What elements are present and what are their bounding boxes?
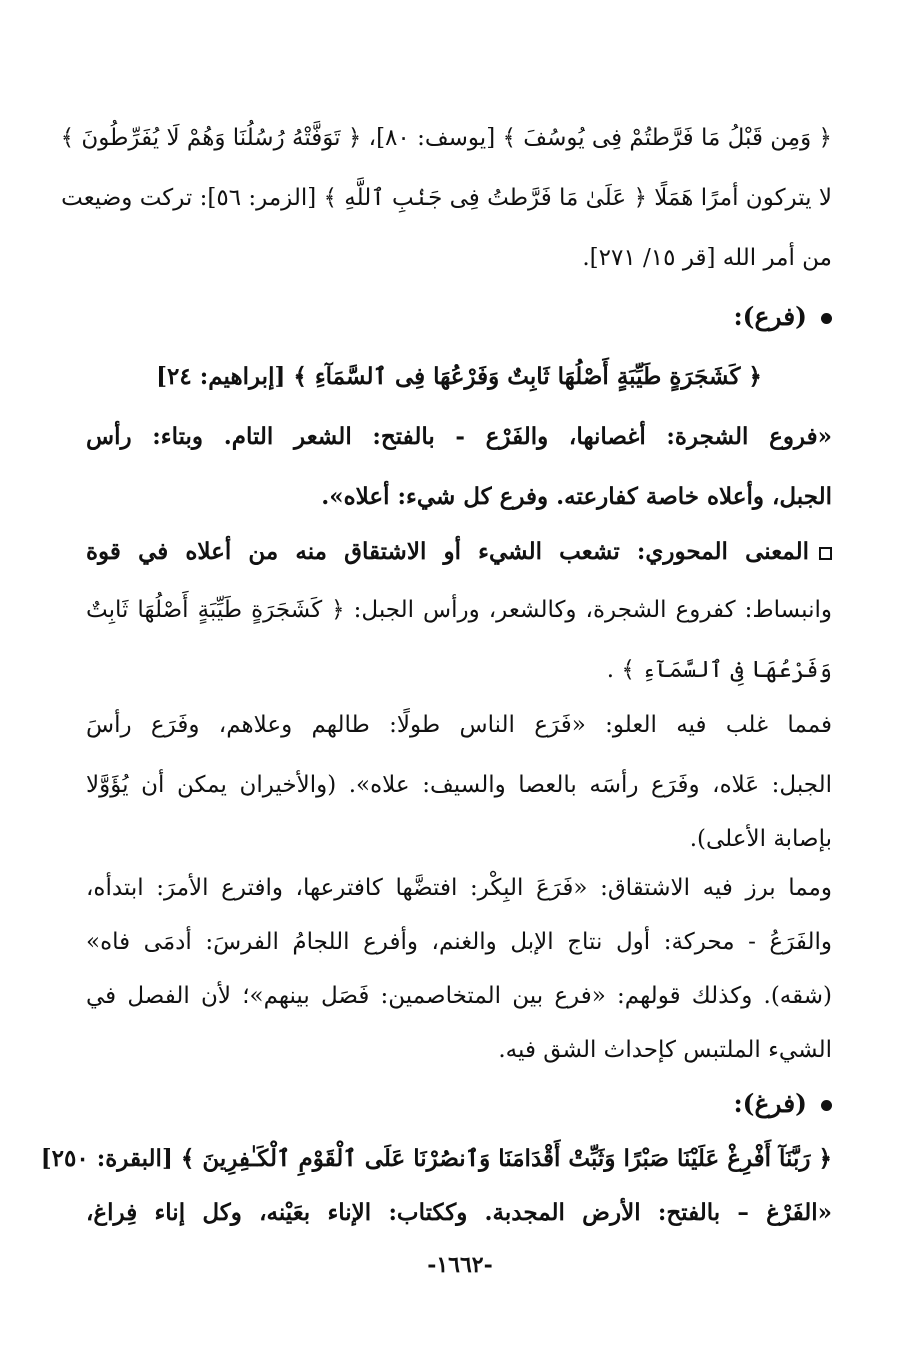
text-line: «الفَرْغ – بالفتح: الأرض المجدبة. وككتاب: الإناء بعَيْنه، وكل إناء فِراغ،	[86, 1199, 832, 1226]
bullet-icon	[821, 313, 832, 324]
heading-label: (فرغ):	[733, 1089, 807, 1118]
text-line: الجبل: عَلاه، وفَرَع رأسَه بالعصا والسيف: علاه». (والأخيران يمكن أن يُؤَوَّلا	[86, 772, 832, 798]
core-meaning-text: المعنى المحوري: تشعب الشيء أو الاشتقاق منه من أعلاه في قوة	[86, 538, 809, 565]
text-line: فمما غلب فيه العلو: «فَرَع الناس طولًا: طالهم وعلاهم، وفَرَع رأسَ	[86, 712, 832, 738]
page-number: -١٦٦٢-	[427, 1252, 493, 1278]
entry-heading-farg	[86, 1082, 832, 1126]
text-line: وَفَرْعُهَا فِى ٱلسَّمَآءِ ﴾ .	[606, 657, 832, 683]
text-line: وانبساط: كفروع الشجرة، وكالشعر، ورأس الجبل: ﴿ كَشَجَرَةٍ طَيِّبَةٍ أَصْلُهَا ثَابِتٌ	[86, 597, 832, 623]
text-line: «فروع الشجرة: أغصانها، والفَرْع - بالفتح: الشعر التام. وبتاء: رأس	[86, 423, 832, 450]
text-line: والفَرَعُ - محركة: أول نتاج الإبل والغنم، وأفرع اللجامُ الفرسَ: أدمَى فاه»	[86, 929, 832, 955]
quran-verse: ﴿ كَشَجَرَةٍ طَيِّبَةٍ أَصْلُهَا ثَابِتٌ وَفَرْعُهَا فِى ٱلسَّمَآءِ ﴾ [إبراهيم: ٢٤]	[156, 363, 762, 390]
text-line: ﴿ وَمِن قَبْلُ مَا فَرَّطتُمْ فِى يُوسُفَ ﴾ [يوسف: ٨٠]، ﴿ تَوَفَّتْهُ رُسُلُنَا وَهُمْ لَا يُفَرِّطُونَ ﴾	[60, 125, 832, 151]
text-line: ومما برز فيه الاشتقاق: «فَرَعَ البِكْر: افتضَّها كافترعها، وافترع الأمرَ: ابتدأه،	[86, 875, 832, 901]
quran-verse: ﴿ رَبَّنَآ أَفْرِغْ عَلَيْنَا صَبْرًا وَثَبِّتْ أَقْدَامَنَا وَٱنصُرْنَا عَلَى ٱلْقَوْمِ ٱلْكَـٰفِرِينَ ﴾ [البقرة: ٢٥٠]	[40, 1145, 832, 1172]
text-line: (شقه). وكذلك قولهم: «فرع بين المتخاصمين: فَصَل بينهم»؛ لأن الفصل في	[86, 983, 832, 1009]
text-line: لا يتركون أمرًا هَمَلًا ﴿ عَلَىٰ مَا فَرَّطتُ فِى جَنۢبِ ٱللَّهِ ﴾ [الزمر: ٥٦]: تركت وضيعت	[61, 185, 832, 211]
entry-heading-far3	[86, 295, 832, 339]
bullet-icon	[821, 1100, 832, 1111]
square-icon	[819, 547, 832, 560]
text-line: الشيء الملتبس كإحداث الشق فيه.	[498, 1037, 832, 1063]
heading-label: (فرع):	[733, 302, 807, 331]
text-line: من أمر الله [قر ١٥/ ٢٧١].	[582, 245, 832, 271]
text-line: الجبل، وأعلاه خاصة كفارعته. وفرع كل شيء: أعلاه».	[321, 483, 832, 510]
text-line: بإصابة الأعلى).	[689, 826, 832, 852]
core-meaning-line	[86, 530, 832, 574]
